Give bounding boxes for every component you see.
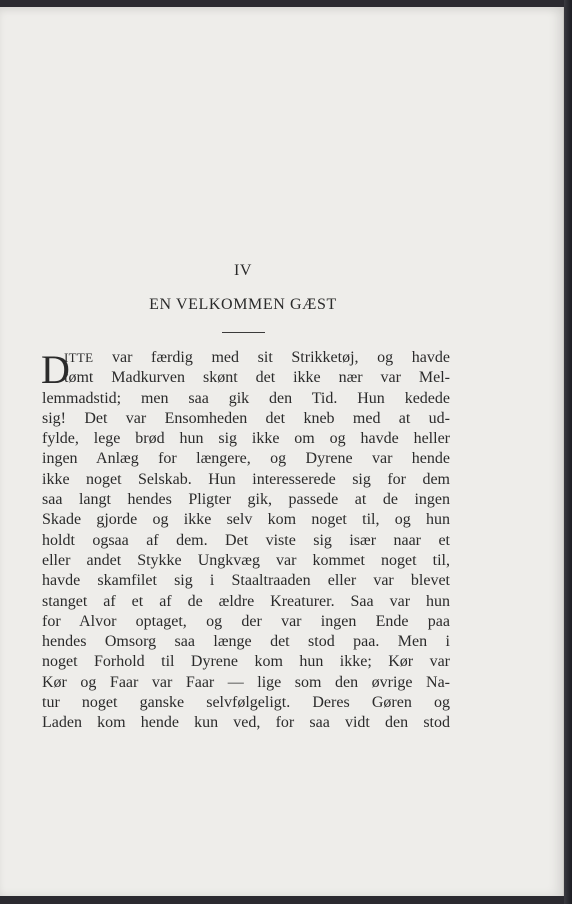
book-spine-edge bbox=[564, 0, 572, 904]
text-line-6: ingen Anlæg for længere, og Dyrene var hende bbox=[42, 450, 450, 468]
text-line-1 bbox=[42, 348, 450, 368]
chapter-number: IV bbox=[234, 262, 252, 279]
text-line-14: for Alvor optaget, og der var ingen Ende paa bbox=[42, 612, 450, 630]
text-line-8: saa langt hendes Pligter gik, passede at de ingen bbox=[42, 491, 450, 509]
text-line-10: holdt ogsaa af dem. Det viste sig især naar et bbox=[42, 531, 450, 549]
text-line-16: noget Forhold til Dyrene kom hun ikke; Kør var bbox=[42, 653, 450, 671]
text-line-17: Kør og Faar var Faar — lige som den øvrige Na- bbox=[42, 673, 450, 691]
chapter-title: EN VELKOMMEN GÆST bbox=[149, 296, 337, 313]
title-rule bbox=[222, 332, 265, 333]
text-line-5: fylde, lege brød hun sig ikke om og havde heller bbox=[42, 430, 450, 448]
text-line-4: sig! Det var Ensomheden det kneb med at ud- bbox=[42, 409, 450, 427]
body-text bbox=[42, 348, 450, 734]
line-text: var færdig med sit Strikketøj, og havde bbox=[93, 349, 450, 366]
text-line-7: ikke noget Selskab. Hun interesserede sig for dem bbox=[42, 470, 450, 488]
text-line-15: hendes Omsorg saa længe det stod paa. Men i bbox=[42, 633, 450, 651]
text-line-2: tømt Madkurven skønt det ikke nær var Mel- bbox=[64, 369, 450, 387]
text-line-9: Skade gjorde og ikke selv kom noget til, og hun bbox=[42, 511, 450, 529]
text-line-18: tur noget ganske selvfølgeligt. Deres Gøren og bbox=[42, 694, 450, 712]
text-line-19: Laden kom hende kun ved, for saa vidt den stod bbox=[42, 714, 450, 732]
text-line-13: stanget af et af de ældre Kreaturer. Saa var hun bbox=[42, 592, 450, 610]
drop-cap: D bbox=[41, 347, 70, 392]
book-page bbox=[0, 7, 566, 896]
first-word-rest: ITTE bbox=[64, 350, 94, 365]
text-line-12: havde skamfilet sig i Staaltraaden eller var blevet bbox=[42, 572, 450, 590]
text-line-11: eller andet Stykke Ungkvæg var kommet noget til, bbox=[42, 551, 450, 569]
text-line-3: lemmadstid; men saa gik den Tid. Hun kedede bbox=[42, 389, 450, 407]
